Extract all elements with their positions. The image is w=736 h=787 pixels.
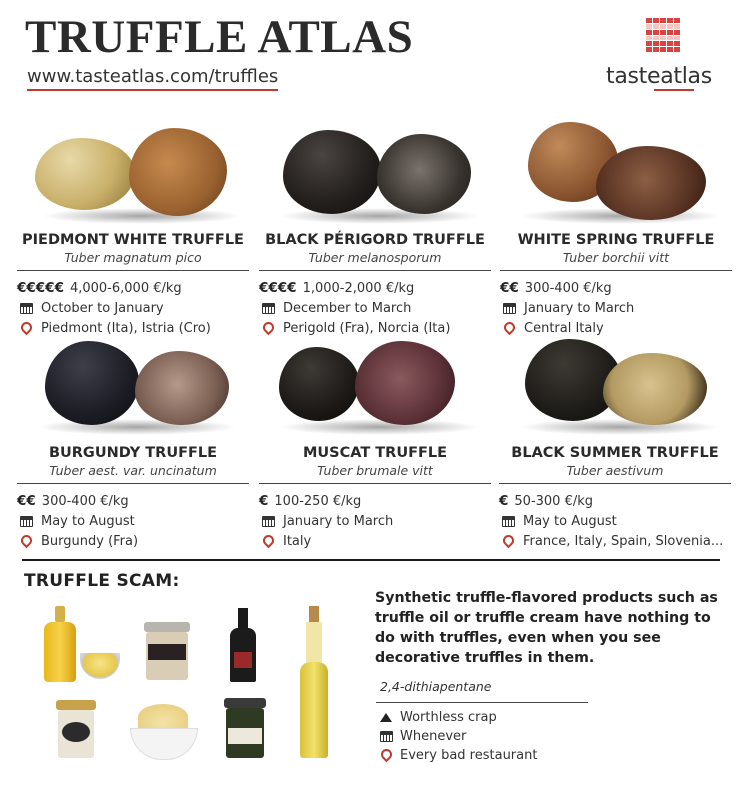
truffle-season: December to March [283,300,412,316]
truffle-latin-name: Tuber brumale vitt [317,463,433,478]
scam-season-row [378,727,537,746]
truffle-price: 4,000-6,000 €/kg [69,280,182,296]
scam-quality: Worthless crap [400,710,497,725]
truffle-image [259,333,491,443]
price-rating: €€€€ [259,280,297,296]
logo-flag-icon [646,18,680,52]
truffle-season-row [259,298,491,318]
truffle-name: WHITE SPRING TRUFFLE [517,232,715,248]
truffle-name: PIEDMONT WHITE TRUFFLE [22,232,244,248]
truffle-name: BLACK SUMMER TRUFFLE [511,445,719,461]
site-url-link[interactable]: www.tasteatlas.com/truffles [27,66,278,91]
location-pin-icon [18,532,34,548]
scam-where: Every bad restaurant [400,748,538,763]
location-pin-icon [500,532,516,548]
price-rating: € [499,493,509,509]
truffle-card [500,120,732,338]
price-rating: €€ [17,493,36,509]
truffle-season-row [499,511,731,531]
truffle-price: 300-400 €/kg [524,280,612,296]
location-pin-icon [378,747,394,763]
section-divider [22,559,720,561]
truffle-card [17,120,249,338]
scam-title: TRUFFLE SCAM: [24,571,180,591]
calendar-icon [20,303,33,314]
truffle-region-row [17,531,249,551]
tasteatlas-logo[interactable] [606,18,721,91]
truffle-season: May to August [41,513,135,529]
scam-season: Whenever [400,729,467,744]
truffle-name: MUSCAT TRUFFLE [302,445,448,461]
truffle-season-row [259,511,491,531]
truffle-image [499,333,731,443]
truffle-season-row [500,298,732,318]
truffle-card [259,333,491,551]
calendar-icon [262,303,275,314]
truffle-cream-jar-image [144,622,190,680]
truffle-image [259,120,491,230]
truffle-season: January to March [283,513,394,529]
scam-details [378,708,537,765]
truffle-sauce-jar-image [56,700,96,758]
truffle-season: October to January [41,300,164,316]
location-pin-icon [260,532,276,548]
truffle-price-row [259,278,491,298]
calendar-icon [20,516,33,527]
truffle-image [17,120,249,230]
white-truffle-oil-bottle-image [300,606,328,758]
truffle-price-row [17,491,249,511]
truffle-latin-name: Tuber borchii vitt [562,250,670,265]
truffle-season-row [17,511,249,531]
truffle-price-row [259,491,491,511]
truffle-price-row [17,278,249,298]
calendar-icon [503,303,516,314]
truffle-price-row [499,491,731,511]
truffle-region: Burgundy (Fra) [41,533,139,549]
truffle-price: 50-300 €/kg [514,493,594,509]
price-rating: €€ [500,280,519,296]
truffle-region: France, Italy, Spain, Slovenia... [523,533,724,549]
logo-text: tasteatlas [606,64,712,89]
truffle-latin-name: Tuber aestivum [566,463,664,478]
price-rating: €€€€€ [17,280,64,296]
page-title: TRUFFLE ATLAS [25,11,414,63]
truffle-image [500,120,732,230]
truffle-card [259,120,491,338]
truffle-season: May to August [523,513,617,529]
truffle-region-row [499,531,731,551]
truffle-image [17,333,249,443]
truffle-latin-name: Tuber magnatum pico [64,250,202,265]
truffle-name: BLACK PÉRIGORD TRUFFLE [265,232,485,248]
calendar-icon [262,516,275,527]
scam-description: Synthetic truffle-flavored products such as truffle oil or truffle cream have nothing to do with truffles, even when you see decorative truffles in them. [375,590,718,666]
scam-chemical-name: 2,4-dithiapentane [380,679,492,694]
truffle-region-row [259,531,491,551]
calendar-icon [502,516,515,527]
truffle-name: BURGUNDY TRUFFLE [48,445,218,461]
truffle-price: 300-400 €/kg [41,493,129,509]
truffle-region: Central Italy [524,320,604,336]
price-rating: € [259,493,269,509]
truffle-paste-jar-image [224,698,266,758]
scam-where-row [378,746,537,765]
truffle-region: Piedmont (Ita), Istria (Cro) [41,320,211,336]
truffle-card [17,333,249,551]
truffle-price: 100-250 €/kg [274,493,362,509]
truffle-price-row [500,278,732,298]
scam-quality-row [378,708,537,727]
calendar-icon [380,731,393,742]
truffle-region: Italy [283,533,312,549]
oil-bowl-image [80,653,120,679]
truffle-latin-name: Tuber aest. var. uncinatum [49,463,217,478]
truffle-season-row [17,298,249,318]
truffle-latin-name: Tuber melanosporum [308,250,442,265]
warning-triangle-icon [380,713,392,722]
truffle-region: Perigold (Fra), Norcia (Ita) [283,320,451,336]
truffle-card [499,333,731,551]
truffle-butter-bowl-image [130,704,196,758]
truffle-season: January to March [524,300,635,316]
logo-underline [654,89,694,91]
truffle-oil-bottle-image [42,606,78,682]
truffle-price: 1,000-2,000 €/kg [302,280,415,296]
scam-rule [376,702,588,703]
dark-oil-bottle-image [230,608,256,682]
